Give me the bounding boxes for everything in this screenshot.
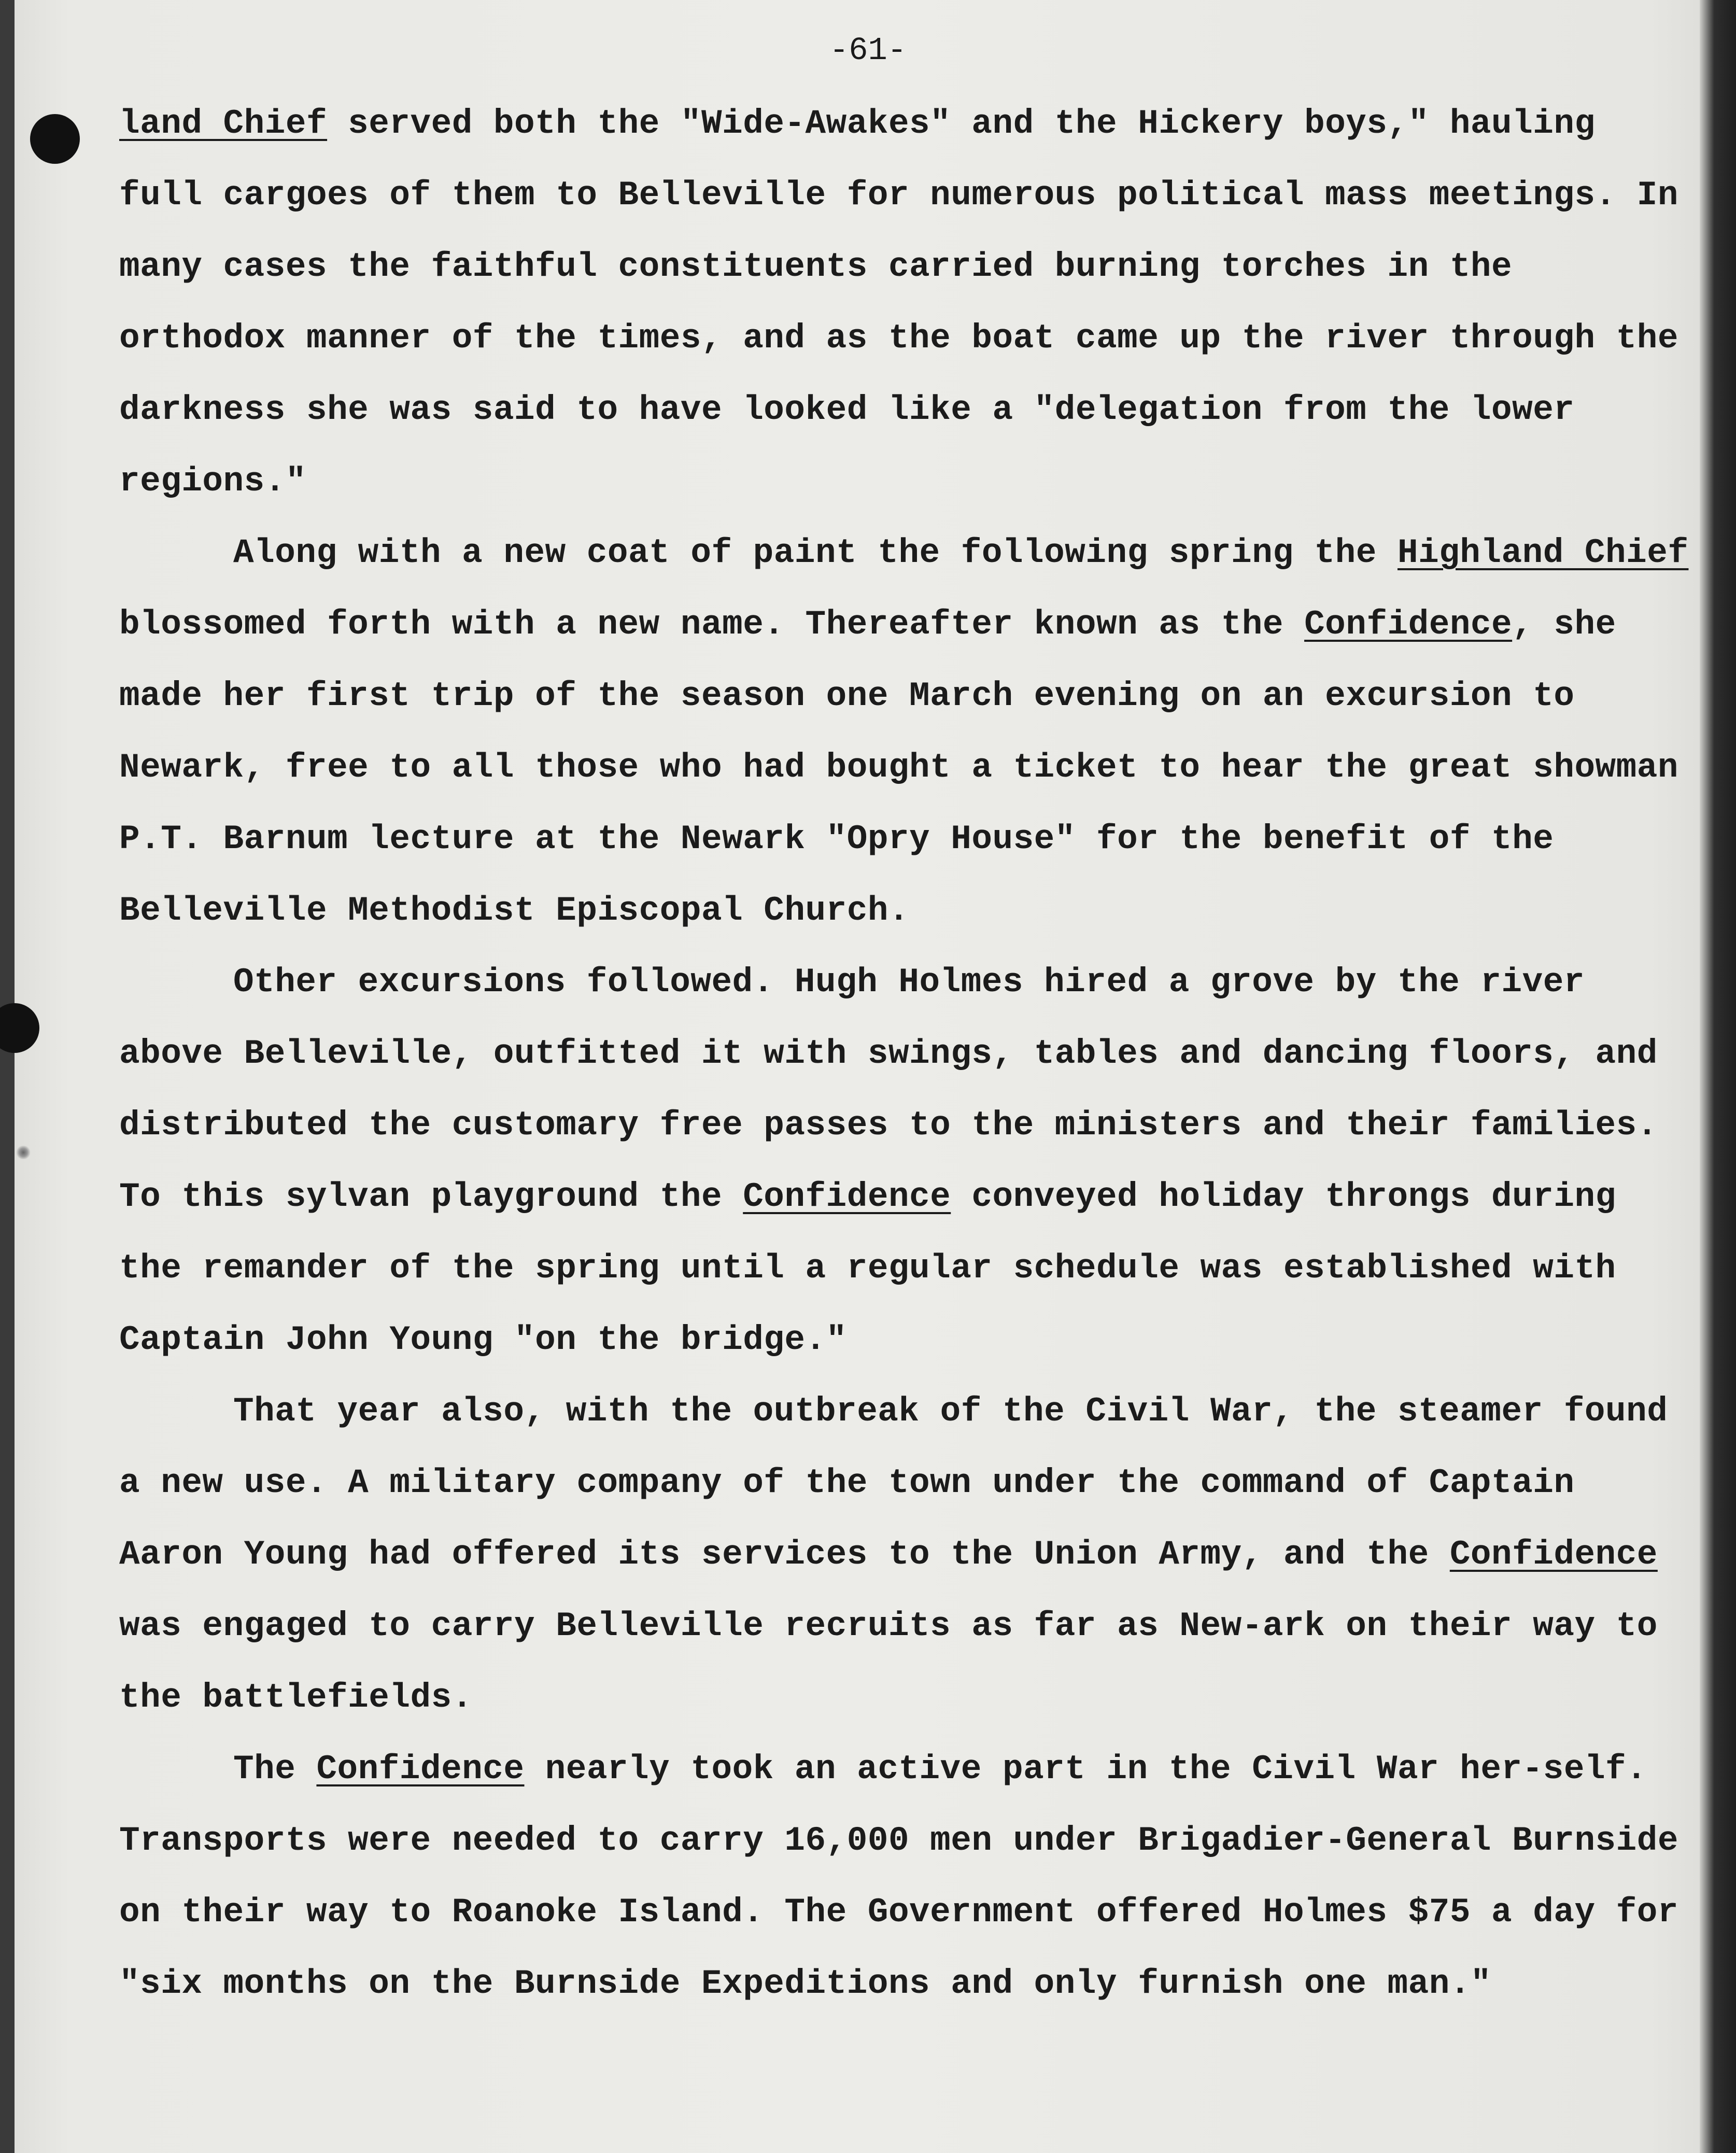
ship-name: Confidence — [1304, 605, 1513, 644]
paragraph-text: The — [233, 1750, 317, 1789]
paragraph — [119, 1376, 1695, 1734]
ship-name: land Chief — [119, 104, 328, 143]
page-right-edge — [1700, 0, 1736, 2153]
paragraph-text: nearly took an active part in the Civil War her-self. Transports were needed to carry 16,000 men under Brigadier-General Burnside on their way to Roanoke Island. The Government offered Holmes $75 a day for "six months on the Burnside Expeditions and only furnish one man." — [119, 1750, 1678, 2003]
punch-hole-icon — [0, 1003, 39, 1053]
page-left-edge — [0, 0, 15, 2153]
page-number: -61- — [829, 32, 907, 69]
paragraph — [119, 1734, 1695, 2020]
ship-name: Confidence — [316, 1750, 525, 1789]
paragraph-text: blossomed forth with a new name. Thereafter known as the — [119, 605, 1305, 644]
ship-name: Confidence — [743, 1177, 951, 1216]
paragraph — [119, 88, 1695, 517]
paragraph-text: conveyed holiday throngs during the remander of the spring until a regular schedule was established with Captain John Young "on the bridge." — [119, 1177, 1616, 1359]
ship-name: Highland Chief — [1397, 533, 1689, 572]
paragraph-text: served both the "Wide-Awakes" and the Hickery boys," hauling full cargoes of them to Belleville for numerous political mass meetings. In many cases the faithful constituents carried burning torches in the orthodox manner of the times, and as the boat came up the river through the darkness she was said to have looked like a "delegation from the lower regions." — [119, 104, 1678, 501]
paragraph-text: , she made her first trip of the season one March evening on an excursion to Newark, free to all those who had bought a ticket to hear the great showman P.T. Barnum lecture at the Newark "Opry House" for the benefit of the Belleville Methodist Episcopal Church. — [119, 605, 1678, 930]
ship-name: Confidence — [1449, 1535, 1658, 1574]
paragraph-text: Other excursions followed. Hugh Holmes hired a grove by the river above Belleville, outfitted it with swings, tables and dancing floors, and distributed the customary free passes to the ministers and their families. To this sylvan playground the — [119, 963, 1658, 1216]
paragraph-text: Along with a new coat of paint the following spring the — [233, 533, 1398, 572]
body-text — [119, 88, 1695, 2020]
ink-blot — [16, 1146, 31, 1159]
paragraph — [119, 947, 1695, 1376]
paragraph — [119, 517, 1695, 947]
punch-hole-icon — [30, 114, 80, 164]
paragraph-text: That year also, with the outbreak of the Civil War, the steamer found a new use. A military company of the town under the command of Captain Aaron Young had offered its services to the Union Army, and the — [119, 1392, 1668, 1574]
paragraph-text: was engaged to carry Belleville recruits as far as New-ark on their way to the battlefields. — [119, 1607, 1658, 1717]
